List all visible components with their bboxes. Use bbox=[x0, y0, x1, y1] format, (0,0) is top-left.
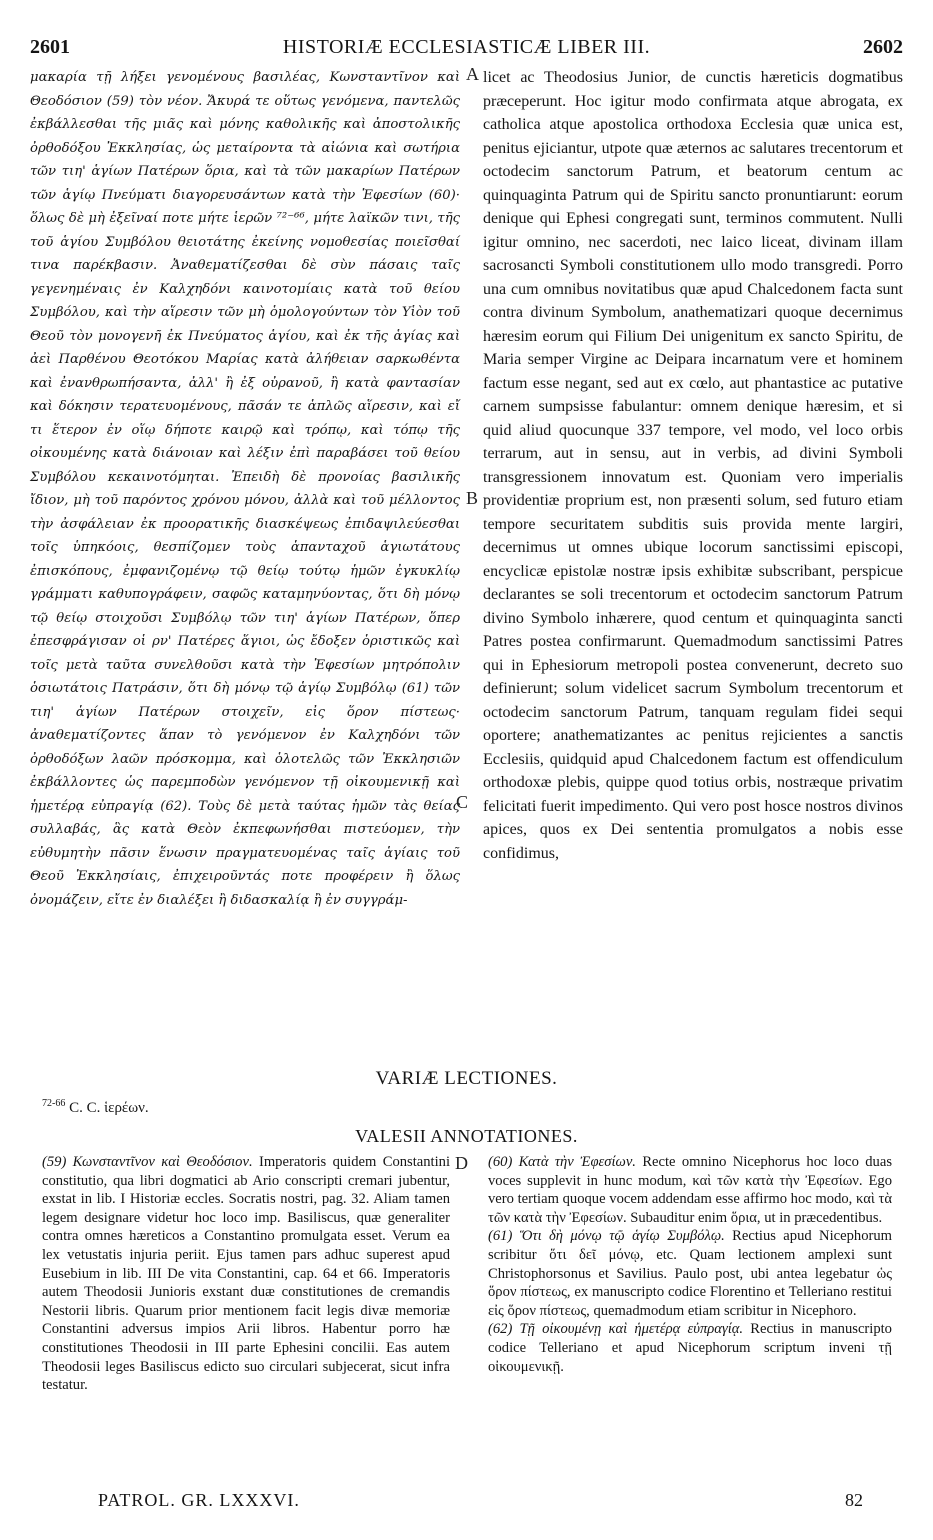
variae-lectiones-entry bbox=[42, 1098, 149, 1117]
annotations-heading: VALESII ANNOTATIONES. bbox=[355, 1126, 578, 1146]
annotation-note bbox=[42, 1153, 450, 1395]
note-lemma: (59) Κωνσταντῖνον καὶ Θεοδόσιον. bbox=[42, 1154, 253, 1170]
margin-letter-d: D bbox=[455, 1153, 468, 1173]
page-footer bbox=[98, 1490, 863, 1511]
margin-letter-c: C bbox=[456, 792, 469, 812]
greek-column bbox=[30, 66, 460, 912]
variae-text: C. C. ἱερέων. bbox=[69, 1100, 149, 1116]
patrologia-volume: PATROL. GR. LXXXVI. bbox=[98, 1490, 300, 1510]
annotation-note bbox=[488, 1320, 892, 1376]
main-text-columns bbox=[30, 66, 903, 1070]
note-lemma: (62) Τῇ οἰκουμένῃ καὶ ἡμετέρᾳ εὐπραγίᾳ. bbox=[488, 1321, 744, 1338]
greek-text: μακαρία τῇ λήξει γενομένους βασιλέας, Κωνσταντῖνον καὶ Θεοδόσιον (59) τὸν νέον. Ἄκυρά τε οὕτως γενόμενα, παντελῶς ἐκβάλλεσθαι τῆς μιᾶς καὶ μόνης καθολικῆς καὶ ἀποστολικῆς ὀρθοδόξου Ἐκκλησίας, ὡς μεταίροντα τὰ αἰώνια καὶ σωτήρια τῶν τιη' ἁγίων Πατέρων ὅρια, καὶ τὰ τῶν μακαρίων Πατέρων τῶν ἁγίῳ Πνεύματι διαγορευσάντων κατὰ τὴν Ἐφεσίων (60)· ὅλως δὲ μὴ ἐξεῖναί ποτε μήτε ἱερῶν ⁷²⁻⁶⁶, μήτε λαϊκῶν τινι, τῆς τοῦ ἁγίου Συμβόλου θειοτάτης ἐκείνης νομοθεσίας ποιεῖσθαί τινα παρέκβασιν. Ἀναθεματίζεσθαι δὲ σὺν πάσαις ταῖς γεγενημέναις ἐν Καλχηδόνι καινοτομίαις κατὰ τοῦ θείου Συμβόλου, καὶ τὴν αἵρεσιν τῶν μὴ ὁμολογούντων τὸν Υἱὸν τοῦ Θεοῦ τὸν μονογενῆ ἐκ Πνεύματος ἁγίου, καὶ ἐκ τῆς ἁγίας καὶ ἀεὶ Παρθένου Θεοτόκου Μαρίας κατὰ ἀλήθειαν σαρκωθέντα καὶ ἐνανθρωπήσαντα, ἀλλ' ἢ ἐξ οὐρανοῦ, ἢ κατὰ φαντασίαν καὶ δόκησιν τερατευομένους, πᾶσάν τε ἁπλῶς αἵρεσιν, καὶ εἴ τι ἕτερον ἐν οἵῳ δήποτε καιρῷ καὶ τρόπῳ, καὶ τόπῳ τῆς οἰκουμένης κατὰ διάνοιαν καὶ λέξιν ἐπὶ παραβάσει τοῦ θείου Συμβόλου κεκαινοτόμηται. Ἐπειδὴ δὲ προνοίας βασιλικῆς ἴδιον, μὴ τοῦ παρόντος χρόνου μόνου, ἀλλὰ καὶ τοῦ μέλλοντος τὴν ἀσφάλειαν ἐκ προορατικῆς διασκέψεως ἐπιδαψιλεύεσθαι τοῖς ὑπηκόοις, θεσπίζομεν τοὺς ἁπανταχοῦ ἁγιωτάτους ἐπισκόπους, ἐμφανιζομένῳ τῷ θείῳ τούτῳ ἡμῶν ἐγκυκλίῳ γράμματι καθυπογράφειν, σαφῶς καταμηνύοντας, ὅτι δὴ μόνῳ τῷ θείῳ στοιχοῦσι Συμβόλῳ τῶν τιη' ἁγίων Πατέρων, ὅπερ ἐπεσφράγισαν οἱ ρν' Πατέρες ἅγιοι, ὡς ἔδοξεν ὁριστικῶς καὶ τοῖς μετὰ ταῦτα συνελθοῦσι κατὰ τὴν Ἐφεσίων μητρόπολιν ὁσιωτάτοις Πατράσιν, ὅτι δὴ μόνῳ τῷ ἁγίῳ Συμβόλῳ (61) τῶν τιη' ἁγίων Πατέρων στοιχεῖν, εἰς ὅρον πίστεως· ἀναθεματίζοντες ἅπαν τὸ γενόμενον ἐν Καλχηδόνι τῶν ὀρθοδόξων λαῶν πρόσκομμα, καὶ ὁλοτελῶς τῶν Ἐκκλησιῶν ἐκβάλλοντες ὡς παρεμποδὼν γενόμενον τῇ οἰκουμενικῇ καὶ ἡμετέρᾳ εὐπραγίᾳ (62). Τοὺς δὲ μετὰ ταύτας ἡμῶν τὰς θείας συλλαβάς, ἃς κατὰ Θεὸν ἐκπεφωνήσθαι πιστεύομεν, τὴν εὐθυμητὴν πᾶσιν ἕνωσιν πραγματευομένας ταῖς ἁγίαις τοῦ Θεοῦ Ἐκκλησίαις, ἐπιχειροῦντάς ποτε προφέρειν ἢ ὅλως ὀνομάζειν, εἴτε ἐν διαλέξει ἢ διδασκαλίᾳ ἢ ἐν συγγράμ- bbox=[30, 70, 460, 908]
annotation-note bbox=[488, 1153, 892, 1227]
note-lemma: (60) Κατὰ τὴν Ἐφεσίων. bbox=[488, 1154, 636, 1170]
page-number-right: 2602 bbox=[863, 36, 903, 58]
note-text: Rectius apud Nicephorum scribitur ὅτι δεῖ μόνῳ, etc. Quam lectionem amplexi sunt Christophorsonus et Savilius. Paulo post, ubi antea legebatur ὡς ὅρον πίστεως, ex manuscripto codice Florentino et Telleriano restitui εἰς ὅρον πίστεως, quemadmodum etiam scribitur in Nicephoro. bbox=[488, 1228, 892, 1319]
latin-column bbox=[483, 66, 903, 865]
variae-ref: 72-66 bbox=[42, 1098, 66, 1109]
page-number-left: 2601 bbox=[30, 36, 70, 58]
margin-letter-b: B bbox=[466, 488, 479, 508]
annotations-left-column bbox=[42, 1153, 450, 1395]
annotation-note bbox=[488, 1227, 892, 1320]
signature-number: 82 bbox=[845, 1490, 863, 1510]
note-text: Imperatoris quidem Constantini constitutio, qua libri dogmatici ab Ario conscripti cremari jubentur, exstat in lib. I Historiæ eccles. Socratis nostri, pag. 32. Aliam tamen legem designare videtur hoc loco imp. Basiliscus, quæ generaliter contra omnes hæreticos a Constantino promulgata esset. Verum ea lex vetustatis injuria periit. Ejus tamen pars adhuc superest apud Eusebium in lib. III De vita Constantini, cap. 64 et 66. Imperatoris autem Theodosii Junioris exstant duæ constitutiones de cremandis Nestorii libris. Quarum prior mentionem facit legis divæ memoriæ Constantini adversus impios Arii libros. Habentur porro hæ constitutiones Theodosii in III parte Ephesini concilii. Eas autem Theodosii leges Basiliscus edicto suo circulari subjecerat, sicut infra testatur. bbox=[42, 1154, 451, 1394]
annotations-right-column bbox=[488, 1153, 892, 1376]
note-text: Rectius in manuscripto codice Telleriano et apud Nicephorum scriptum inveni τῇ οἰκουμενικῇ. bbox=[488, 1321, 892, 1375]
variae-lectiones-heading: VARIÆ LECTIONES. bbox=[375, 1068, 558, 1089]
note-text: Recte omnino Nicephorus hoc loco duas voces supplevit in hunc modum, καὶ τῶν κατὰ τὴν Ἐφεσίων. Ego vero tertiam quoque vocem addendam esse affirmo hoc modo, καὶ τὰ τῶν κατὰ τὴν Ἐφεσίων. Subauditur enim ὅρια, ut in præcedentibus. bbox=[488, 1154, 893, 1226]
running-title: HISTORIÆ ECCLESIASTICÆ LIBER III. bbox=[282, 36, 651, 58]
page-header bbox=[30, 36, 903, 62]
latin-text: licet ac Theodosius Junior, de cunctis hæreticis dogmatibus præceperunt. Hoc igitur modo confirmata atque abrogata, ex catholica atque apostolica orthodoxa Ecclesia quæ unica est, penitus ejiciantur, utpote quæ æternos ac salutares trecentorum et octodecim sanctorum Patrum, et beatorum centum ac quinquaginta Patrum qui de Spiritu sancto pronuntiarunt: eorum denique qui Ephesi congregati sunt, terminos commutent. Nulli igitur omnino, nec sacerdoti, nec laico liceat, divinam illam sacrosancti Symboli constitutionem ullo modo transgredi. Porro una cum omnibus novitatibus quæ apud Chalcedonem facta sunt contra divinum Symbolum, anathematizari quoque decernimus hæresim eorum qui Filium Dei unigenitum ex sancto Spiritu, de Maria semper Virgine ac Deipara incarnatum vere et hominem factum esse negant, sed aut ex cœlo, aut phantastice ac putative carnem sumpsisse fabulantur: omnem denique hæresim, et si quid aliud quocunque 337 tempore, vel modo, vel loco orbis terrarum, aut in sensu, aut in verbis, ad divini Symboli transgressionem innovatum est. Quoniam vero imperialis providentiæ proprium est, non præsenti solum, sed futuro etiam tempore securitatem subditis suis provida mente largiri, decernimus ut omnes ubique locorum sanctissimi episcopi, encyclicæ epistolæ nostræ ipsis exhibitæ subscribant, perspicue declarantes se soli trecentorum et octodecim sanctorum Patrum divino Symbolo inhærere, quod centum et quinquaginta sancti Patres postea confirmarunt. Quemadmodum sanctissimi Patres qui in Ephesiorum metropoli postea convenerunt, decreto suo definierunt; solum videlicet sacrum Symbolum trecentorum et octodecim sanctorum Patrum, tanquam regulam fidei sequi oportere; anathematizantes ac penitus rejicientes a sanctis Ecclesiis, quidquid apud Chalcedonem factum est offendiculum orthodoxæ plebis, quippe quod totius orbis, nostræque privatim felicitati fuerit impedimento. Qui vero post hosce nostros divinos apices, quos ex Dei sententia promulgatos a nobis esse confidimus, bbox=[483, 69, 903, 862]
margin-letter-a: A bbox=[466, 64, 479, 84]
note-lemma: (61) Ὅτι δὴ μόνῳ τῷ ἁγίῳ Συμβόλῳ. bbox=[488, 1228, 725, 1245]
